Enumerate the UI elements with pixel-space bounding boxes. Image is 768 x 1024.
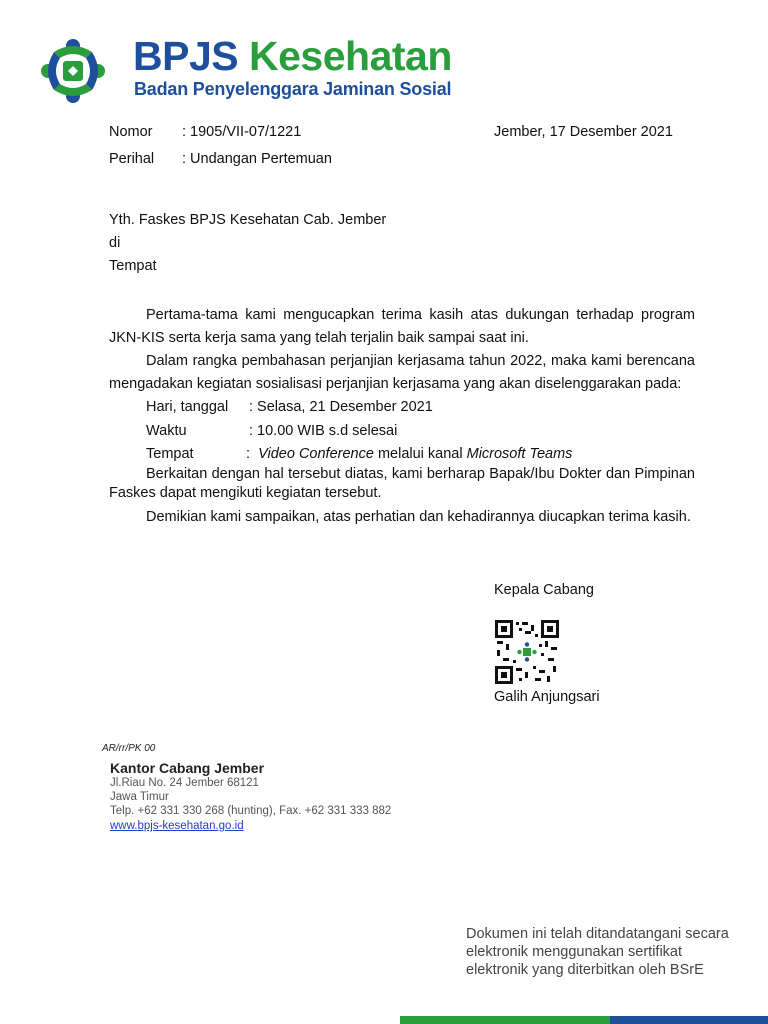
recipient-line1: Yth. Faskes BPJS Kesehatan Cab. Jember — [109, 212, 387, 228]
esign-line1: Dokumen ini telah ditandatangani secara — [466, 926, 729, 942]
brand-bpjs: BPJS — [133, 33, 239, 79]
paragraph-3-text: Berkaitan dengan hal tersebut diatas, kami berharap Bapak/Ibu Dokter dan Pimpinan Faskes dapat mengikuti kegiatan tersebut. — [109, 466, 695, 501]
tempat-value — [246, 446, 572, 463]
nomor-label: Nomor — [109, 124, 153, 140]
paragraph-4-text: Demikian kami sampaikan, atas perhatian dan kehadirannya diucapkan terima kasih. — [146, 509, 691, 525]
perihal-label: Perihal — [109, 151, 155, 167]
office-address-line2: Jawa Timur — [110, 791, 169, 803]
tempat-label: Tempat — [146, 446, 194, 462]
paragraph-2-text: Dalam rangka pembahasan perjanjian kerjasama tahun 2022, maka kami berencana mengadakan kegiatan sosialisasi perjanjian kerjasama yang akan diselenggarakan pada: — [109, 353, 695, 392]
place-date: Jember, 17 Desember 2021 — [494, 124, 673, 140]
hari-label: Hari, tanggal — [146, 399, 229, 415]
footer-color-strip-blue — [610, 1016, 768, 1024]
bpjs-logo-icon — [40, 38, 106, 104]
tempat-video-conference: Video Conference — [258, 446, 374, 462]
esign-line2: elektronik menggunakan sertifikat — [466, 944, 683, 960]
tempat-microsoft-teams: Microsoft Teams — [466, 446, 573, 462]
waktu-value: : 10.00 WIB s.d selesai — [249, 423, 398, 439]
paragraph-2 — [109, 350, 695, 396]
esign-note — [466, 925, 756, 979]
signature-name: Galih Anjungsari — [494, 689, 600, 705]
reference-code: AR/rr/PK 00 — [102, 743, 156, 754]
brand-subtitle: Badan Penyelenggara Jaminan Sosial — [134, 79, 452, 99]
nomor-value: : 1905/VII-07/1221 — [182, 124, 302, 140]
recipient-line3: Tempat — [109, 258, 157, 274]
paragraph-3 — [109, 465, 695, 503]
paragraph-1 — [109, 304, 695, 350]
brand-kesehatan: Kesehatan — [249, 33, 452, 79]
paragraph-4 — [109, 506, 695, 529]
office-phone: Telp. +62 331 330 268 (hunting), Fax. +62 331 333 882 — [110, 805, 392, 817]
recipient-line2: di — [109, 235, 121, 251]
office-address-line1: Jl.Riau No. 24 Jember 68121 — [110, 777, 259, 789]
paragraph-1-text: Pertama-tama kami mengucapkan terima kasih atas dukungan terhadap program JKN-KIS serta kerja sama yang telah terjalin baik sampai saat ini. — [109, 307, 695, 346]
office-name: Kantor Cabang Jember — [110, 760, 265, 776]
tempat-mid: melalui kanal — [373, 446, 467, 462]
waktu-label: Waktu — [146, 423, 187, 439]
brand-name — [133, 34, 452, 78]
signature-title: Kepala Cabang — [494, 582, 594, 598]
tempat-colon: : — [246, 446, 251, 462]
perihal-value: : Undangan Pertemuan — [182, 151, 332, 167]
qr-code-icon — [495, 620, 559, 684]
esign-line3: elektronik yang diterbitkan oleh BSrE — [466, 962, 704, 978]
website-link[interactable]: www.bpjs-kesehatan.go.id — [110, 820, 244, 832]
hari-value: : Selasa, 21 Desember 2021 — [249, 399, 433, 415]
